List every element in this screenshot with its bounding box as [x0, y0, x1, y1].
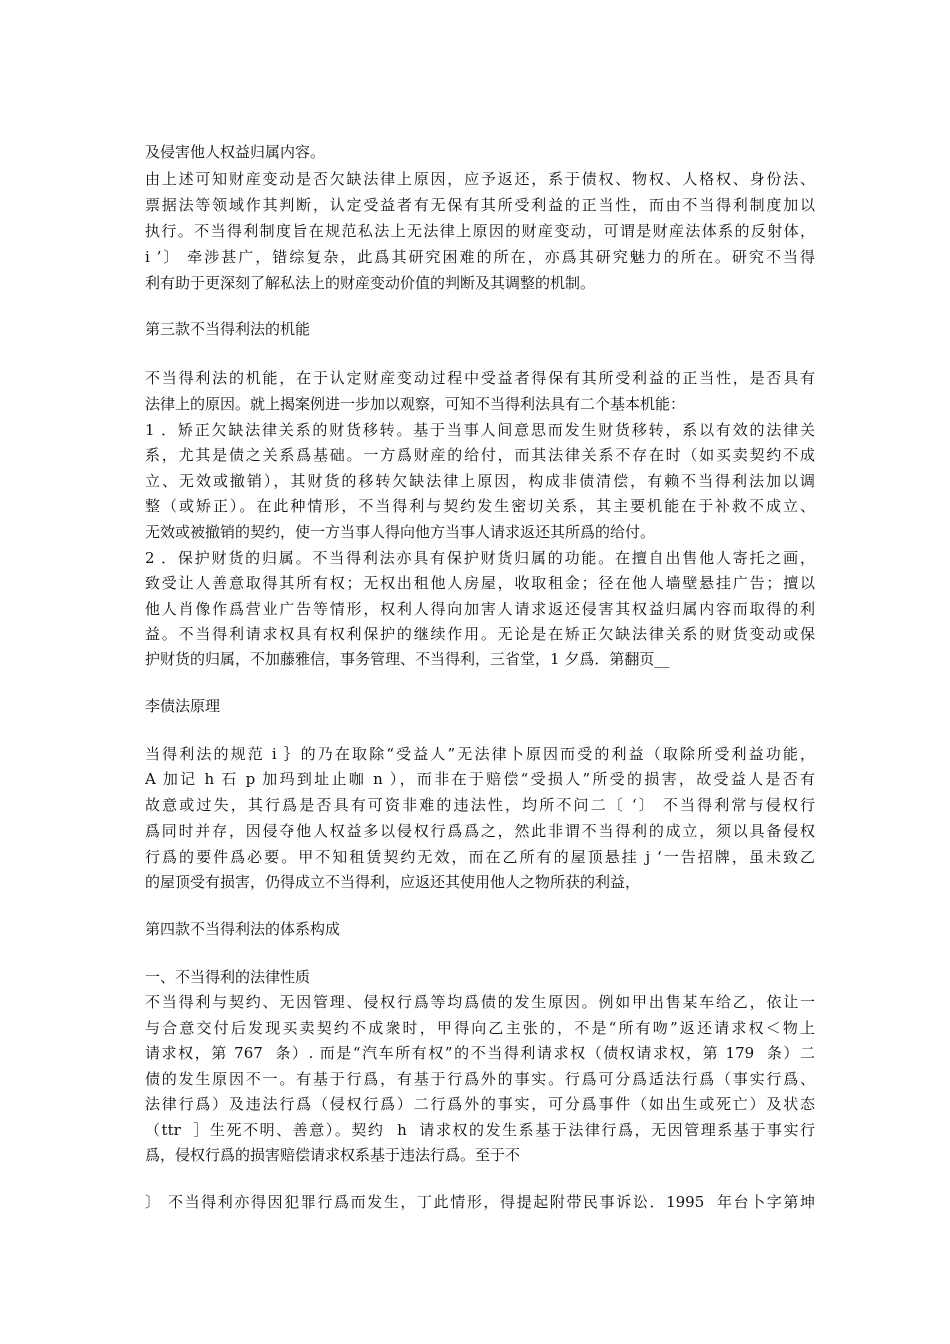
text-line: 票据法等领域作其判断，认定受益者有无保有其所受利益的正当性，而由不当得利制度加以 [145, 196, 815, 214]
text-line: 整（或矫正）。在此种情形，不当得利与契约发生密切关系，其主要机能在于补救不成立、 [145, 497, 815, 515]
section-heading: 李债法原理 [145, 697, 221, 715]
text-line: 系，尤其是债之关系爲基础。一方爲财産的给付，而其法律关系不存在时（如买卖契约不成 [145, 446, 815, 464]
text-line: 故意或过失，其行爲是否具有可资非难的违法性，均所不问二〔 ‘〕 不当得利常与侵权行 [145, 796, 815, 814]
text-line: 法律上的原因。就上揭案例进一步加以观察，可知不当得利法具有二个基本机能： [145, 395, 686, 413]
text-line: i ’〕 牵涉甚广，错综复杂，此爲其研究困难的所在，亦爲其研究魅力的所在。研究不当得 [145, 248, 815, 266]
text-line: 1 ．矫正欠缺法律关系的财货移转。基于当事人间意思而发生财货移转，系以有效的法律关 [145, 421, 815, 439]
text-line: （ttr ］生死不明、善意）。契约 h 请求权的发生系基于法律行爲，无因管理系基于事实行 [145, 1121, 815, 1139]
text-line: 及侵害他人权益归属内容。 [145, 143, 326, 161]
text-line: 2 ．保护财货的归属。不当得利法亦具有保护财货归属的功能。在擅自出售他人寄托之画， [145, 549, 815, 567]
text-line: 不当得利法的机能，在于认定财産变动过程中受益者得保有其所受利益的正当性，是否具有 [145, 369, 815, 387]
text-line: 无效或被撤销的契约，使一方当事人得向他方当事人请求返还其所爲的给付。 [145, 523, 656, 541]
text-line: 益。不当得利请求权具有权利保护的继续作用。无论是在矫正欠缺法律关系的财货变动或保 [145, 625, 815, 643]
text-line: 当得利法的规范 i ｝的乃在取除“受益人”无法律卜原因而受的利益（取除所受利益功能， [145, 745, 815, 763]
section-heading: 第三款不当得利法的机能 [145, 320, 311, 338]
text-line: 的屋顶受有损害，仍得成立不当得利，应返还其使用他人之物所获的利益， [145, 873, 641, 891]
text-line: 立、无效或撤销），其财货的移转欠缺法律上原因，构成非债清偿，有赖不当得利法加以调 [145, 472, 815, 490]
text-line: 请求权，第 767 条）. 而是“汽车所有权”的不当得利请求权（债权请求权，第 179 条）二 [145, 1044, 815, 1062]
text-line: 执行。不当得利制度旨在规范私法上无法律上原因的财産变动，可谓是财産法体系的反射体， [145, 222, 815, 240]
text-line: 不当得利与契约、无因管理、侵权行爲等均爲债的发生原因。例如甲出售某车给乙，依让一 [145, 993, 815, 1011]
text-line: A 加记 h 石 p 加玛到址止咖 n ），而非在于赔偿“受损人”所受的损害，故受益人是否有 [145, 770, 815, 788]
text-line: 致受让人善意取得其所有权；无权出租他人房屋，收取租金；径在他人墙壁悬挂广告；擅以 [145, 574, 815, 592]
text-line: 行爲的要件爲必要。甲不知租赁契约无效，而在乙所有的屋顶悬挂 j ‘一告招牌，虽未致乙 [145, 848, 815, 866]
footnote-line: 〕 不当得利亦得因犯罪行爲而发生，丁此情形，得提起附带民事诉讼．1995 年台卜字第坤 [145, 1193, 815, 1211]
text-line: 护财货的归属，不加藤雅信，事务管理、不当得利，三省堂，1 夕爲．第翻页__ [145, 650, 670, 668]
text-line: 爲同时并存，因侵夺他人权益多以侵权行爲爲之，然此非谓不当得利的成立，须以具备侵权 [145, 822, 815, 840]
text-line: 债的发生原因不一。有基于行爲，有基于行爲外的事实。行爲可分爲适法行爲（事实行爲、 [145, 1070, 815, 1088]
section-heading: 第四款不当得利法的体系构成 [145, 920, 341, 938]
text-line: 由上述可知财産变动是否欠缺法律上原因，应予返还，系于债权、物权、人格权、身份法、 [145, 170, 815, 188]
text-line: 爲，侵权行爲的损害赔偿请求权系基于违法行爲。至于不 [145, 1146, 521, 1164]
text-line: 法律行爲）及违法行爲（侵权行爲）二行爲外的事实，可分爲事件（如出生或死亡）及状态 [145, 1095, 815, 1113]
text-line: 利有助于更深刻了解私法上的财産变动价值的判断及其调整的机制。 [145, 274, 596, 292]
text-line: 他人肖像作爲营业广告等情形，权利人得向加害人请求返还侵害其权益归属内容而取得的利 [145, 600, 815, 618]
subsection-heading: 一、不当得利的法律性质 [145, 968, 311, 986]
text-line: 与合意交付后发现买卖契约不成衆时，甲得向乙主张的，不是“所有吻”返还请求权＜物上 [145, 1019, 815, 1037]
